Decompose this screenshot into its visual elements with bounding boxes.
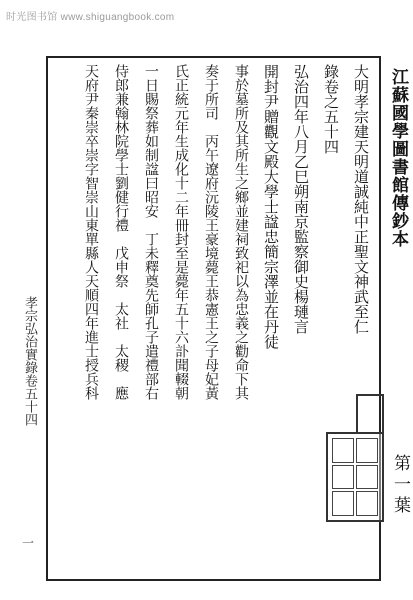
library-title: 江蘇國學圖書館傳鈔本: [388, 68, 408, 248]
text-column: 錄卷之五十四: [322, 64, 340, 154]
seal-stamp-small: [356, 394, 384, 434]
margin-page-number: 一: [22, 536, 35, 550]
text-column: 一日賜祭葬如制諡曰昭安 丁未釋奠先師孔子遣禮部右: [143, 64, 159, 400]
text-column: 弘治四年八月乙巳朔南京監察御史楊璉言: [292, 64, 310, 334]
text-column: 奏于所司 丙午遼府沅陵王豪境薨王恭憲王之子母妃黃: [203, 64, 219, 400]
text-column: 天府尹秦崇卒崇字智崇山東單縣人天順四年進士授兵科: [83, 64, 99, 400]
text-column: 開封尹贈觀文殿大學士諡忠簡宗澤並在丹徒: [262, 64, 280, 349]
header-bar: [0, 0, 413, 28]
text-column: 事於墓所及其所生之鄉並建祠致祀以為忠義之勸命下其: [233, 64, 249, 400]
text-column: 侍郎兼翰林院學士劉健行禮 戊申祭 太社 太稷 應: [113, 64, 129, 400]
manuscript-page: [8, 34, 410, 584]
site-watermark: 时光图书馆 www.shiguangbook.com: [6, 12, 175, 23]
page-label: 第一葉: [390, 454, 410, 517]
seal-stamp: [326, 432, 384, 522]
text-column: 氏正統元年生成化十二年冊封至是薨年五十六訃聞輟朝: [173, 64, 189, 400]
margin-book-title: 孝宗弘治實錄卷五十四: [22, 296, 37, 426]
text-column: 大明孝宗建天明道誠純中正聖文神武至仁: [352, 64, 370, 334]
